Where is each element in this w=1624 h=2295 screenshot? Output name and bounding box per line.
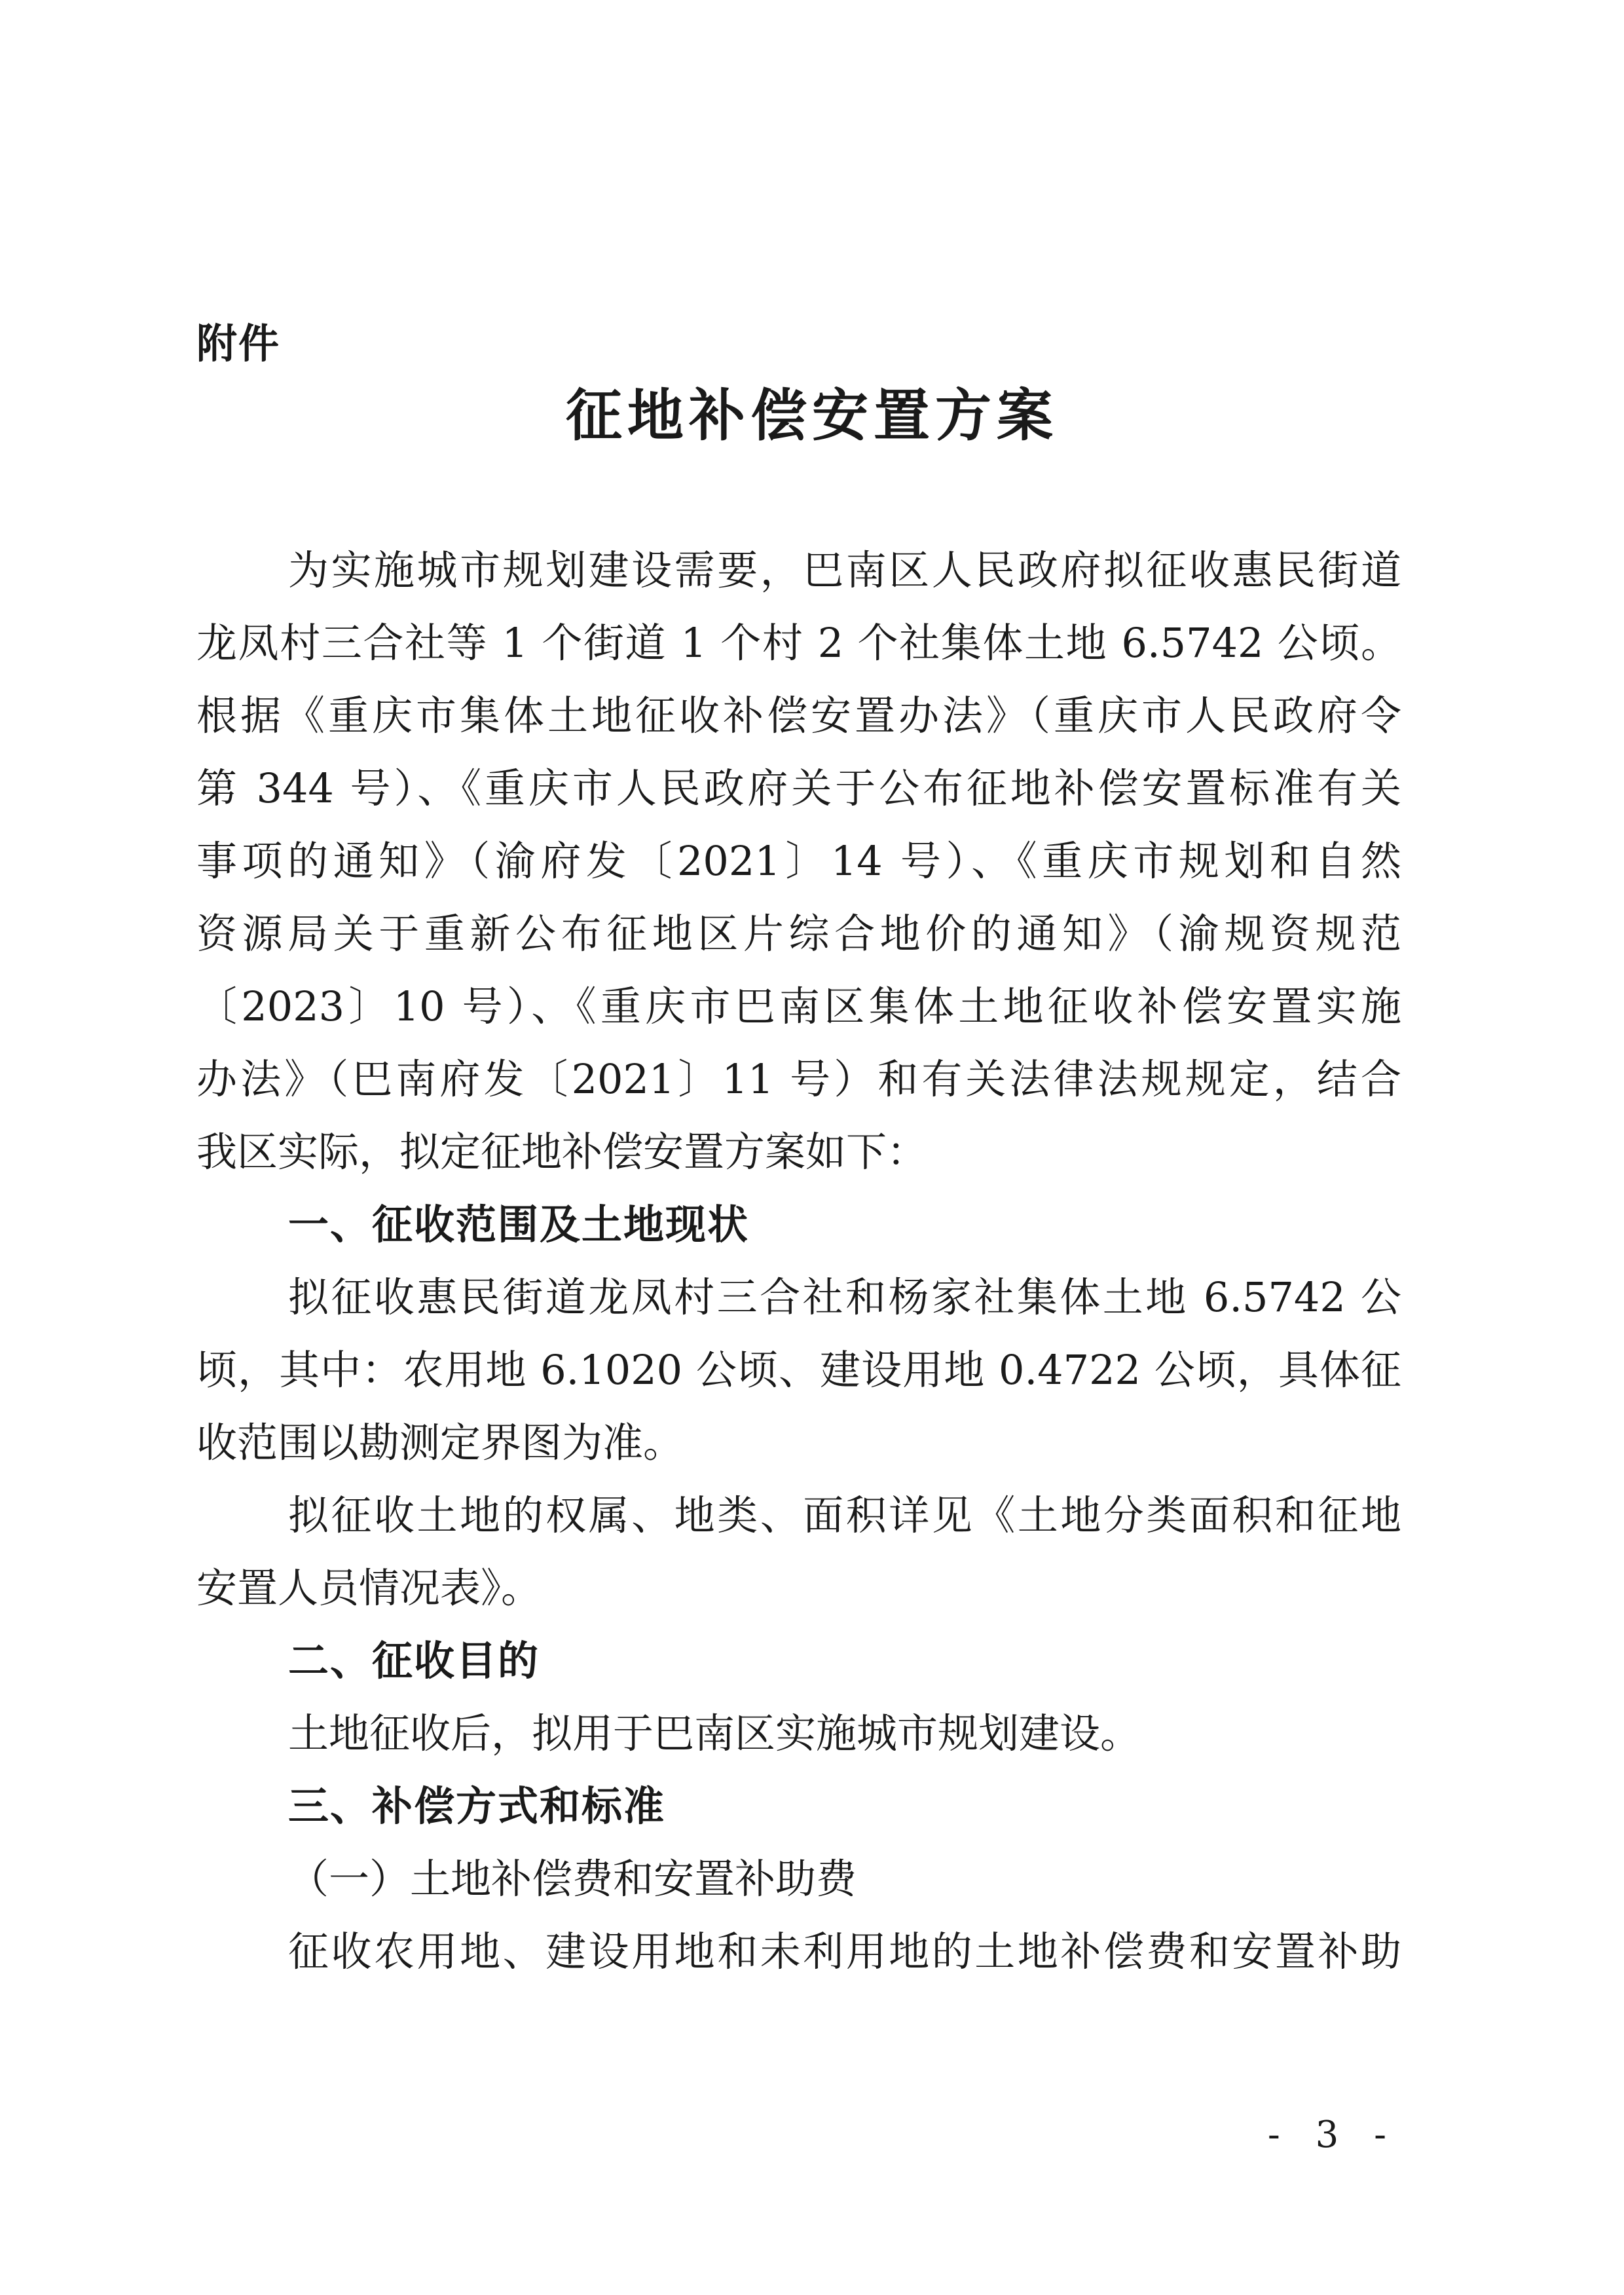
intro-line-3: 根据《重庆市集体土地征收补偿安置办法》（重庆市人民政府令	[196, 692, 1401, 739]
attachment-label: 附件	[196, 320, 281, 367]
section-3-heading: 三、补偿方式和标准	[288, 1782, 666, 1830]
section-1-p1-line-1: 拟征收惠民街道龙凤村三合社和杨家社集体土地 6.5742 公	[288, 1273, 1401, 1321]
intro-line-1: 为实施城市规划建设需要，巴南区人民政府拟征收惠民街道	[288, 546, 1401, 594]
intro-line-2: 龙凤村三合社等 1 个街道 1 个村 2 个社集体土地 6.5742 公顷。	[196, 619, 1401, 667]
section-3-p1-line-1: 征收农用地、建设用地和未利用地的土地补偿费和安置补助	[288, 1928, 1401, 1975]
section-1-p1-line-2: 顷，其中：农用地 6.1020 公顷、建设用地 0.4722 公顷，具体征	[196, 1346, 1401, 1394]
intro-line-7: 〔2023〕10 号）、《重庆市巴南区集体土地征收补偿安置实施	[196, 982, 1401, 1030]
intro-line-6: 资源局关于重新公布征地区片综合地价的通知》（渝规资规范	[196, 910, 1401, 958]
section-1-p2-line-1: 拟征收土地的权属、地类、面积详见《土地分类面积和征地	[288, 1491, 1401, 1539]
section-2-p1-line-1: 土地征收后，拟用于巴南区实施城市规划建设。	[288, 1709, 1141, 1757]
intro-line-4: 第 344 号）、《重庆市人民政府关于公布征地补偿安置标准有关	[196, 764, 1401, 812]
section-2-heading: 二、征收目的	[288, 1637, 540, 1685]
intro-line-5: 事项的通知》（渝府发〔2021〕14 号）、《重庆市规划和自然	[196, 837, 1401, 885]
section-1-p2-line-2: 安置人员情况表》。	[196, 1564, 542, 1612]
intro-line-8: 办法》（巴南府发〔2021〕11 号）和有关法律法规规定，结合	[196, 1055, 1401, 1103]
document-title: 征地补偿安置方案	[566, 382, 1058, 449]
page-number: - 3 -	[1267, 2114, 1398, 2156]
intro-line-9: 我区实际，拟定征地补偿安置方案如下：	[196, 1128, 928, 1176]
section-3-subheading-1: （一）土地补偿费和安置补助费	[288, 1855, 857, 1903]
section-1-p1-line-3: 收范围以勘测定界图为准。	[196, 1419, 684, 1466]
document-body	[196, 534, 1401, 1988]
section-1-heading: 一、征收范围及土地现状	[288, 1201, 750, 1248]
